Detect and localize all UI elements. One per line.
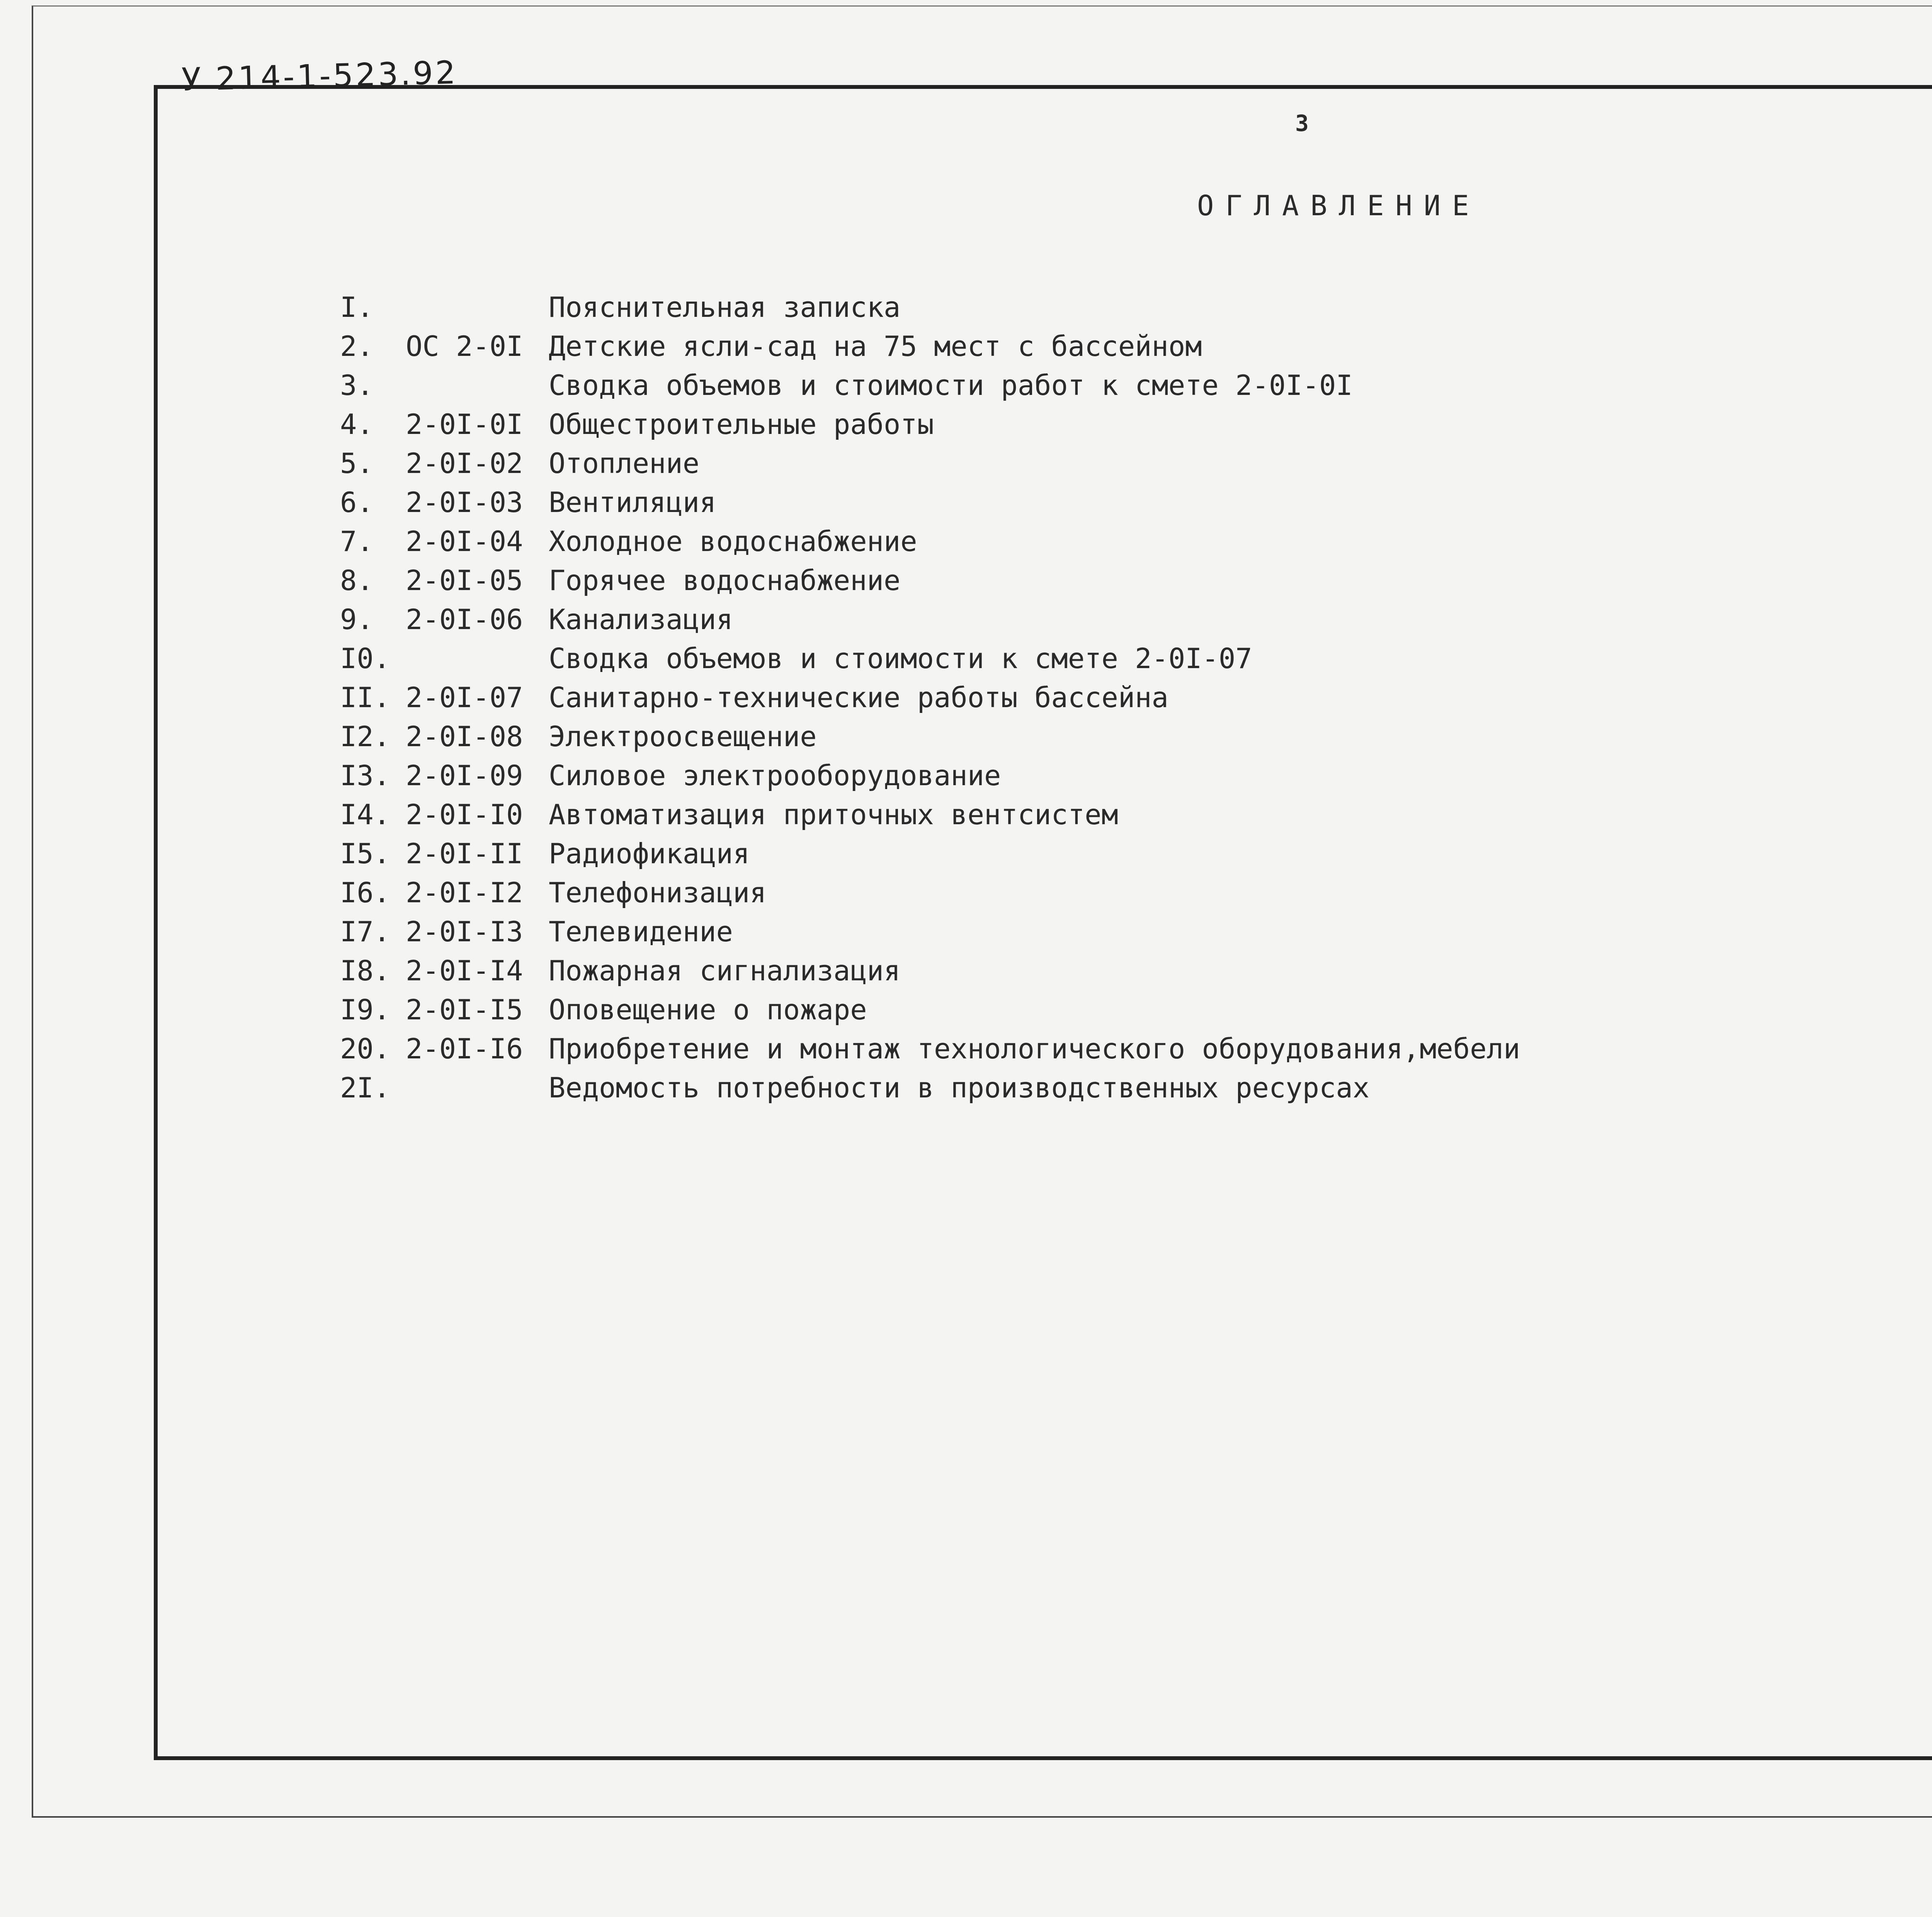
toc-number: II. — [340, 681, 391, 714]
toc-code: 2-0I-I2 — [406, 876, 523, 909]
toc-row — [340, 717, 1932, 756]
toc-title: Электроосвещение — [549, 720, 817, 753]
toc-row — [340, 1029, 1932, 1068]
toc-number: 7. — [340, 525, 374, 558]
document-code-stamp: У 214-1-523.92 — [181, 54, 458, 99]
toc-number: I9. — [340, 993, 391, 1026]
toc-code: 2-0I-I6 — [406, 1032, 523, 1065]
toc-code: 2-0I-09 — [406, 759, 523, 792]
toc-row — [340, 795, 1932, 834]
toc-number: I3. — [340, 759, 391, 792]
toc-number: I. — [340, 291, 374, 323]
toc-title: Телевидение — [549, 915, 733, 948]
toc-number: 3. — [340, 369, 374, 401]
toc-row — [340, 522, 1932, 561]
toc-title: Силовое электрооборудование — [549, 759, 1001, 792]
toc-title: Автоматизация приточных вентсистем — [549, 798, 1118, 831]
toc-row — [340, 1068, 1932, 1107]
toc-number: 2I. — [340, 1072, 391, 1104]
toc-code: 2-0I-I0 — [406, 798, 523, 831]
toc-number: I0. — [340, 642, 391, 675]
toc-number: 5. — [340, 447, 374, 480]
toc-number: 8. — [340, 564, 374, 597]
toc-row — [340, 444, 1932, 483]
toc-title: Телефонизация — [549, 876, 767, 909]
toc-row — [340, 600, 1932, 639]
toc-title: Вентиляция — [549, 486, 716, 519]
toc-code: ОС 2-0I — [406, 330, 523, 362]
toc-title: Пояснительная записка — [549, 291, 901, 323]
toc-title: Радиофикация — [549, 837, 750, 870]
toc-title: Приобретение и монтаж технологического оборудования,мебели — [549, 1032, 1520, 1065]
toc-row — [340, 834, 1932, 873]
toc-code: 2-0I-05 — [406, 564, 523, 597]
toc-title: Оповещение о пожаре — [549, 993, 867, 1026]
toc-code: 2-0I-07 — [406, 681, 523, 714]
table-of-contents — [340, 288, 1932, 1107]
page-number: 3 — [1295, 110, 1309, 136]
toc-code: 2-0I-I5 — [406, 993, 523, 1026]
toc-title: Холодное водоснабжение — [549, 525, 917, 558]
toc-number: 20. — [340, 1032, 391, 1065]
toc-row — [340, 951, 1932, 990]
toc-title: Канализация — [549, 603, 733, 636]
toc-code: 2-0I-I4 — [406, 954, 523, 987]
toc-title: Сводка объемов и стоимости работ к смете 2-0I-0I — [549, 369, 1353, 401]
toc-title: Детские ясли-сад на 75 мест с бассейном — [549, 330, 1202, 362]
toc-row — [340, 873, 1932, 912]
toc-title: Ведомость потребности в производственных ресурсах — [549, 1072, 1370, 1104]
toc-title: Сводка объемов и стоимости к смете 2-0I-07 — [549, 642, 1252, 675]
toc-code: 2-0I-04 — [406, 525, 523, 558]
toc-number: I6. — [340, 876, 391, 909]
toc-title: Санитарно-технические работы бассейна — [549, 681, 1168, 714]
toc-row — [340, 990, 1932, 1029]
toc-title: Пожарная сигнализация — [549, 954, 901, 987]
toc-number: I5. — [340, 837, 391, 870]
toc-row — [340, 756, 1932, 795]
toc-row — [340, 912, 1932, 951]
toc-number: I2. — [340, 720, 391, 753]
toc-code: 2-0I-02 — [406, 447, 523, 480]
toc-title: Горячее водоснабжение — [549, 564, 901, 597]
toc-row — [340, 405, 1932, 444]
toc-title: Общестроительные работы — [549, 408, 934, 441]
toc-row — [340, 327, 1932, 366]
toc-title: Отопление — [549, 447, 700, 480]
toc-code: 2-0I-I3 — [406, 915, 523, 948]
toc-row — [340, 288, 1932, 327]
toc-number: 6. — [340, 486, 374, 519]
toc-number: I4. — [340, 798, 391, 831]
toc-number: 4. — [340, 408, 374, 441]
toc-code: 2-0I-06 — [406, 603, 523, 636]
toc-number: 9. — [340, 603, 374, 636]
toc-row — [340, 678, 1932, 717]
toc-number: I8. — [340, 954, 391, 987]
toc-row — [340, 639, 1932, 678]
toc-code: 2-0I-03 — [406, 486, 523, 519]
toc-row — [340, 561, 1932, 600]
toc-row — [340, 483, 1932, 522]
page-title: ОГЛАВЛЕНИЕ — [1197, 189, 1481, 222]
toc-code: 2-0I-08 — [406, 720, 523, 753]
toc-row — [340, 366, 1932, 405]
toc-code: 2-0I-II — [406, 837, 523, 870]
toc-number: I7. — [340, 915, 391, 948]
toc-number: 2. — [340, 330, 374, 362]
toc-code: 2-0I-0I — [406, 408, 523, 441]
